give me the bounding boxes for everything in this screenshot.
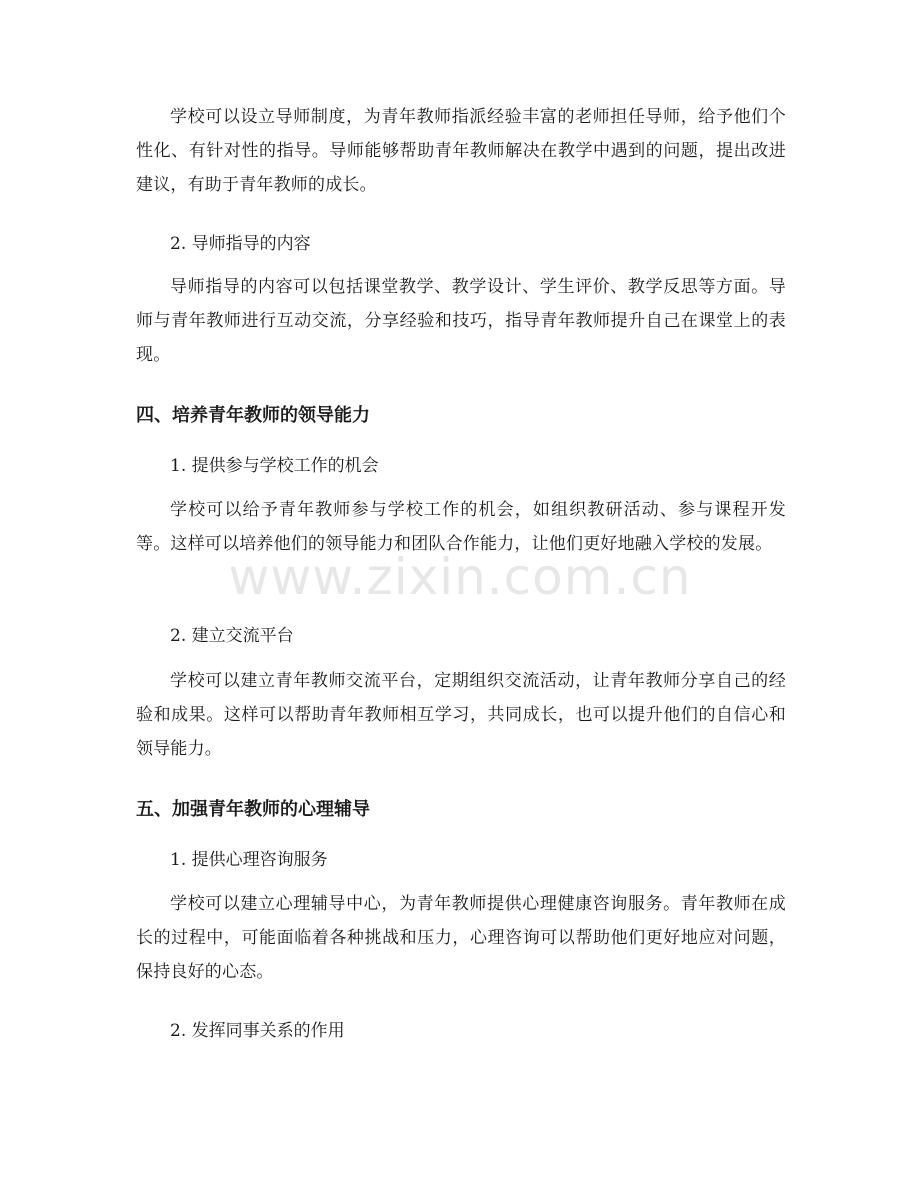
subheading-participation: 1. 提供参与学校工作的机会 bbox=[170, 456, 379, 476]
paragraph-counseling-service: 学校可以建立心理辅导中心，为青年教师提供心理健康咨询服务。青年教师在成长的过程中，可能面临着各种挑战和压力，心理咨询可以帮助他们更好地应对问题，保持良好的心态。 bbox=[136, 894, 786, 982]
subheading-mentor-content: 2. 导师指导的内容 bbox=[170, 234, 311, 254]
subheading-exchange-platform: 2. 建立交流平台 bbox=[170, 626, 294, 646]
paragraph-exchange-platform: 学校可以建立青年教师交流平台，定期组织交流活动，让青年教师分享自己的经验和成果。这样可以帮助青年教师相互学习，共同成长，也可以提升他们的自信心和领导能力。 bbox=[136, 671, 786, 759]
paragraph-mentor-system: 学校可以设立导师制度，为青年教师指派经验丰富的老师担任导师，给予他们个性化、有针对性的指导。导师能够帮助青年教师解决在教学中遇到的问题，提出改进建议，有助于青年教师的成长。 bbox=[136, 107, 786, 195]
section-heading-counseling: 五、加强青年教师的心理辅导 bbox=[136, 799, 370, 820]
section-heading-leadership: 四、培养青年教师的领导能力 bbox=[136, 405, 370, 426]
subheading-counseling-service: 1. 提供心理咨询服务 bbox=[170, 850, 328, 870]
paragraph-participation: 学校可以给予青年教师参与学校工作的机会，如组织教研活动、参与课程开发等。这样可以培养他们的领导能力和团队合作能力，让他们更好地融入学校的发展。 bbox=[136, 500, 786, 554]
paragraph-mentor-content: 导师指导的内容可以包括课堂教学、教学设计、学生评价、教学反思等方面。导师与青年教师进行互动交流，分享经验和技巧，指导青年教师提升自己在课堂上的表现。 bbox=[136, 277, 786, 365]
subheading-colleague-relations: 2. 发挥同事关系的作用 bbox=[170, 1021, 345, 1041]
watermark: www.zixin.com.cn bbox=[228, 548, 692, 606]
